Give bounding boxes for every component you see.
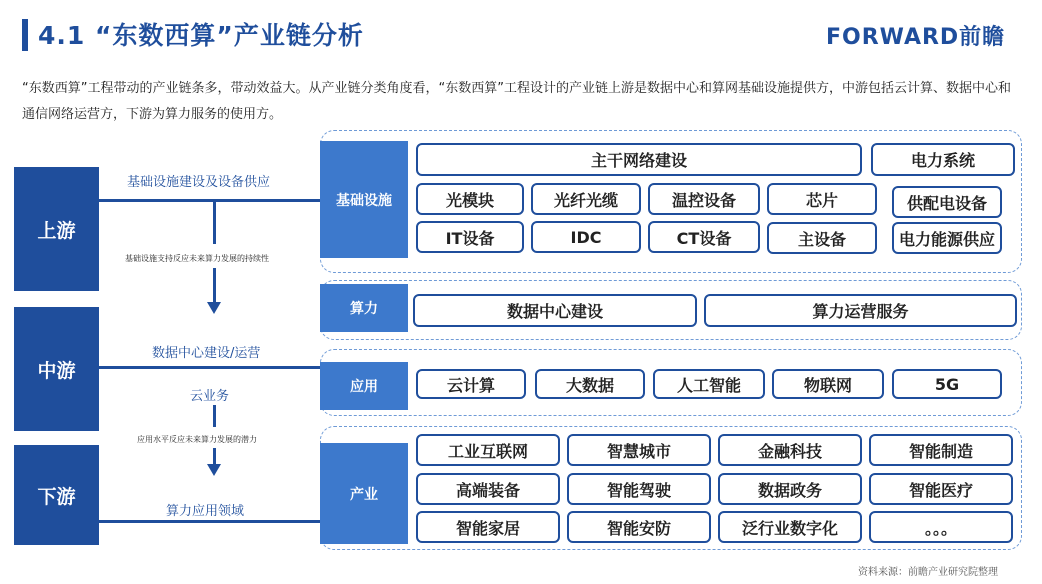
industry-item: 泛行业数字化 [718, 511, 862, 543]
downstream-label: 算力应用领域 [166, 504, 245, 519]
infra-item: 主干网络建设 [416, 143, 862, 176]
upstream-connector-line [99, 199, 321, 202]
stage-downstream: 下游 [14, 445, 99, 545]
application-item: 5G [892, 369, 1002, 399]
flow-arrow-down-icon [207, 464, 221, 476]
category-computing: 算力 [320, 284, 408, 332]
industry-item: 数据政务 [718, 473, 862, 505]
stage-upstream: 上游 [14, 167, 99, 291]
infra-item: IT设备 [416, 221, 524, 253]
infra-item: 芯片 [767, 183, 877, 215]
industry-item: 智能安防 [567, 511, 711, 543]
industry-item: 智慧城市 [567, 434, 711, 466]
application-item: 物联网 [772, 369, 884, 399]
flow-arrow-down-icon [207, 302, 221, 314]
brand-logo: FORWARD前瞻 [826, 25, 1006, 50]
infra-item: IDC [531, 221, 641, 253]
industry-item: 工业互联网 [416, 434, 560, 466]
page-title: 4.1 “东数西算”产业链分析 [38, 21, 364, 50]
industry-item: 金融科技 [718, 434, 862, 466]
computing-item: 算力运营服务 [704, 294, 1017, 327]
industry-item: 智能医疗 [869, 473, 1013, 505]
midstream-label-1: 数据中心建设/运营 [152, 346, 261, 361]
infra-item: 电力系统 [871, 143, 1015, 176]
infra-item: 光模块 [416, 183, 524, 215]
infra-item: 供配电设备 [892, 186, 1002, 218]
infra-item: CT设备 [648, 221, 760, 253]
upstream-label: 基础设施建设及设备供应 [127, 175, 271, 190]
application-item: 人工智能 [653, 369, 765, 399]
midstream-label-2: 云业务 [190, 389, 230, 404]
source-note: 资料来源：前瞻产业研究院整理 [858, 567, 998, 578]
stage-midstream: 中游 [14, 307, 99, 431]
industry-item: 。。。 [869, 511, 1013, 543]
category-industry: 产业 [320, 443, 408, 544]
industry-item: 智能驾驶 [567, 473, 711, 505]
flow-note-second: 应用水平反应未来算力发展的潜力 [137, 435, 257, 444]
industry-item: 智能家居 [416, 511, 560, 543]
application-item: 大数据 [535, 369, 645, 399]
computing-item: 数据中心建设 [413, 294, 697, 327]
category-application: 应用 [320, 362, 408, 410]
infra-item: 电力能源供应 [892, 222, 1002, 254]
midstream-connector-line [99, 366, 321, 369]
flow-line-1a [213, 202, 216, 244]
application-item: 云计算 [416, 369, 526, 399]
industry-item: 智能制造 [869, 434, 1013, 466]
industry-item: 高端装备 [416, 473, 560, 505]
flow-line-1b [213, 268, 216, 304]
category-infrastructure: 基础设施 [320, 141, 408, 258]
infra-item: 主设备 [767, 222, 877, 254]
infra-item: 温控设备 [648, 183, 760, 215]
infra-item: 光纤光缆 [531, 183, 641, 215]
title-accent-bar [22, 19, 28, 51]
flow-note-first: 基础设施支持反应未来算力发展的持续性 [125, 254, 269, 263]
intro-paragraph: “东数西算”工程带动的产业链条多，带动效益大。从产业链分类角度看，“东数西算”工程设计的产业链上游是数据中心和算网基础设施提供方，中游包括云计算、数据中心和通信网络运营方，下游为算力服务的使用方。 [22, 81, 1011, 122]
flow-line-2a [213, 405, 216, 427]
downstream-connector-line [99, 520, 321, 523]
